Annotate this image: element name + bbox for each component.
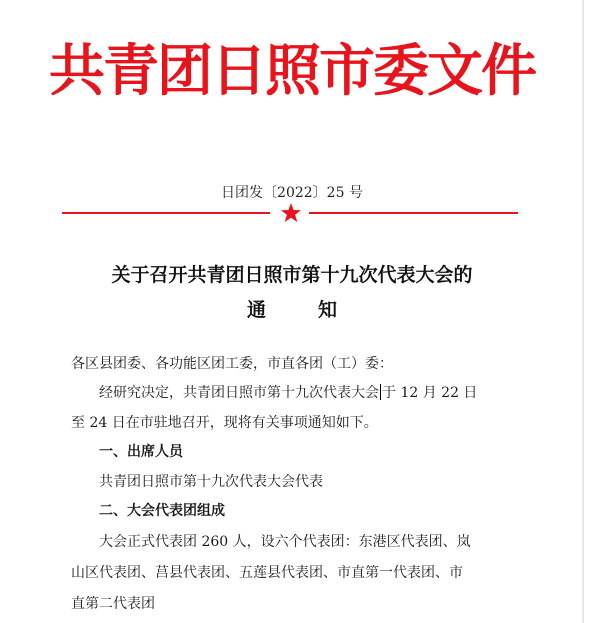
section-2-line-1: 大会正式代表团 260 人，设六个代表团：东港区代表团、岚: [99, 534, 471, 550]
paragraph-1-text-a: 经研究决定，共青团日照市第十九次代表大会: [99, 385, 379, 401]
paragraph-1-line-2: 至 24 日在市驻地召开，现将有关事项通知如下。: [71, 415, 378, 431]
red-star-icon: [280, 202, 302, 224]
notice-title-line2: [0, 297, 584, 323]
section-1-heading: 一、出席人员: [99, 444, 183, 460]
red-divider-left: [62, 212, 270, 214]
section-2-heading: 二、大会代表团组成: [99, 503, 225, 519]
paragraph-1-line-1: [99, 383, 477, 403]
notice-title-line1: 关于召开共青团日照市第十九次代表大会的: [111, 264, 473, 286]
section-1-text: 共青团日照市第十九次代表大会代表: [99, 474, 323, 490]
notice-title-char-2: 知: [318, 299, 338, 321]
notice-title-char-1: 通: [246, 299, 266, 321]
paragraph-1-text-b: 于 12 月 22 日: [382, 385, 478, 401]
section-2-line-2: 山区代表团、莒县代表团、五莲县代表团、市直第一代表团、市: [71, 565, 463, 581]
section-2-line-3: 直第二代表团: [71, 596, 155, 612]
document-masthead: 共青团日照市委文件: [49, 39, 535, 104]
text-cursor: [380, 384, 381, 400]
salutation: 各区县团委、各功能区团工委，市直各团（工）委：: [71, 356, 393, 372]
document-number: 日团发〔2022〕25 号: [221, 185, 363, 201]
red-divider-right: [309, 212, 518, 214]
